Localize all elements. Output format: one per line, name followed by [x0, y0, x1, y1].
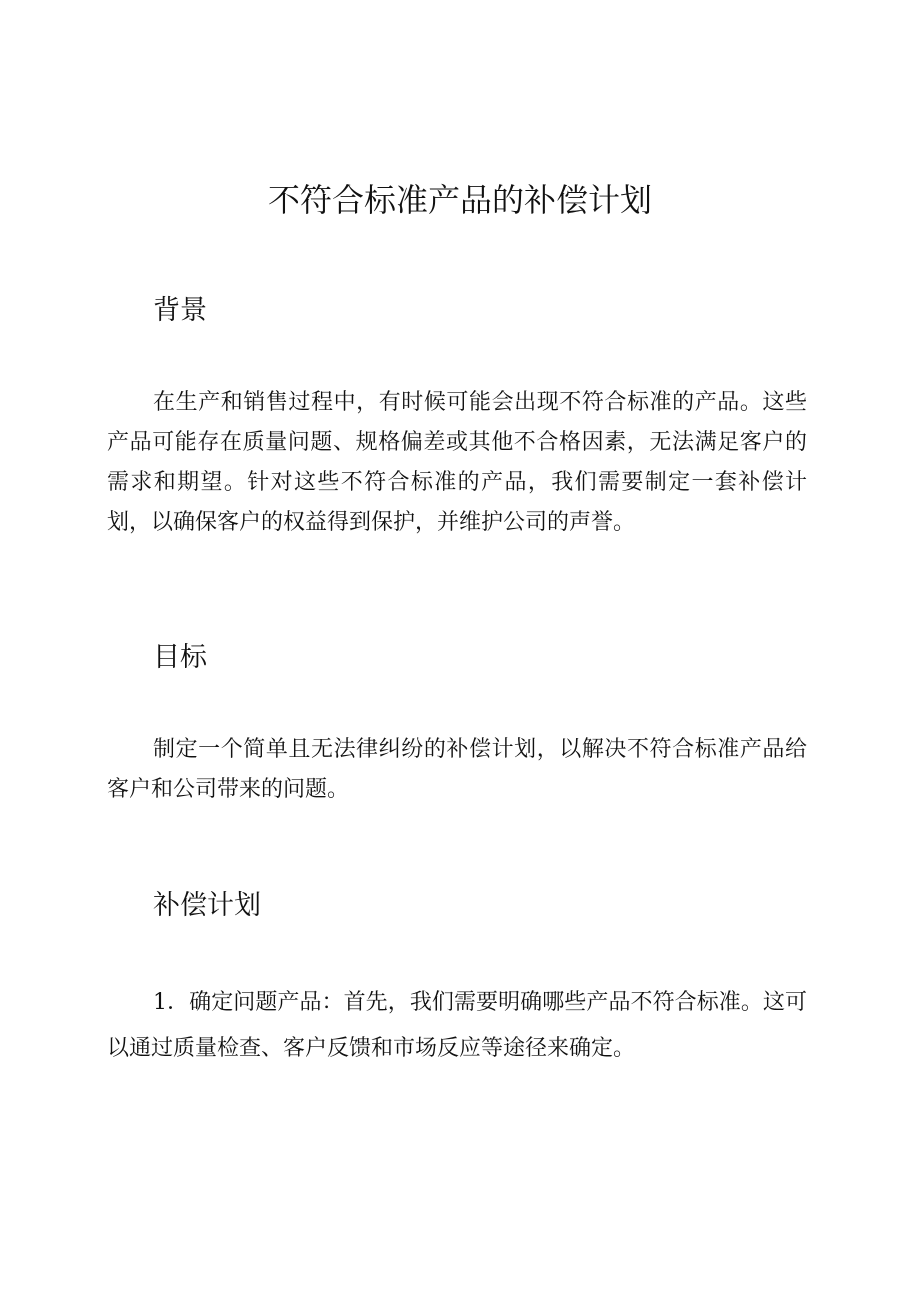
section-paragraph-plan-step-1: 1．确定问题产品：首先，我们需要明确哪些产品不符合标准。这可以通过质量检查、客户反馈和市场反应等途径来确定。: [107, 990, 807, 1061]
document-title: 不符合标准产品的补偿计划: [267, 181, 652, 219]
section-paragraph-background: 在生产和销售过程中，有时候可能会出现不符合标准的产品。这些产品可能存在质量问题、规格偏差或其他不合格因素，无法满足客户的需求和期望。针对这些不符合标准的产品，我们需要制定一套补偿计划，以确保客户的权益得到保护，并维护公司的声誉。: [107, 390, 807, 535]
section-heading-background: 背景: [153, 295, 207, 326]
section-paragraph-goal: 制定一个简单且无法律纠纷的补偿计划，以解决不符合标准产品给客户和公司带来的问题。: [107, 737, 807, 802]
section-heading-goal: 目标: [153, 642, 207, 673]
section-heading-compensation-plan: 补偿计划: [153, 890, 261, 921]
